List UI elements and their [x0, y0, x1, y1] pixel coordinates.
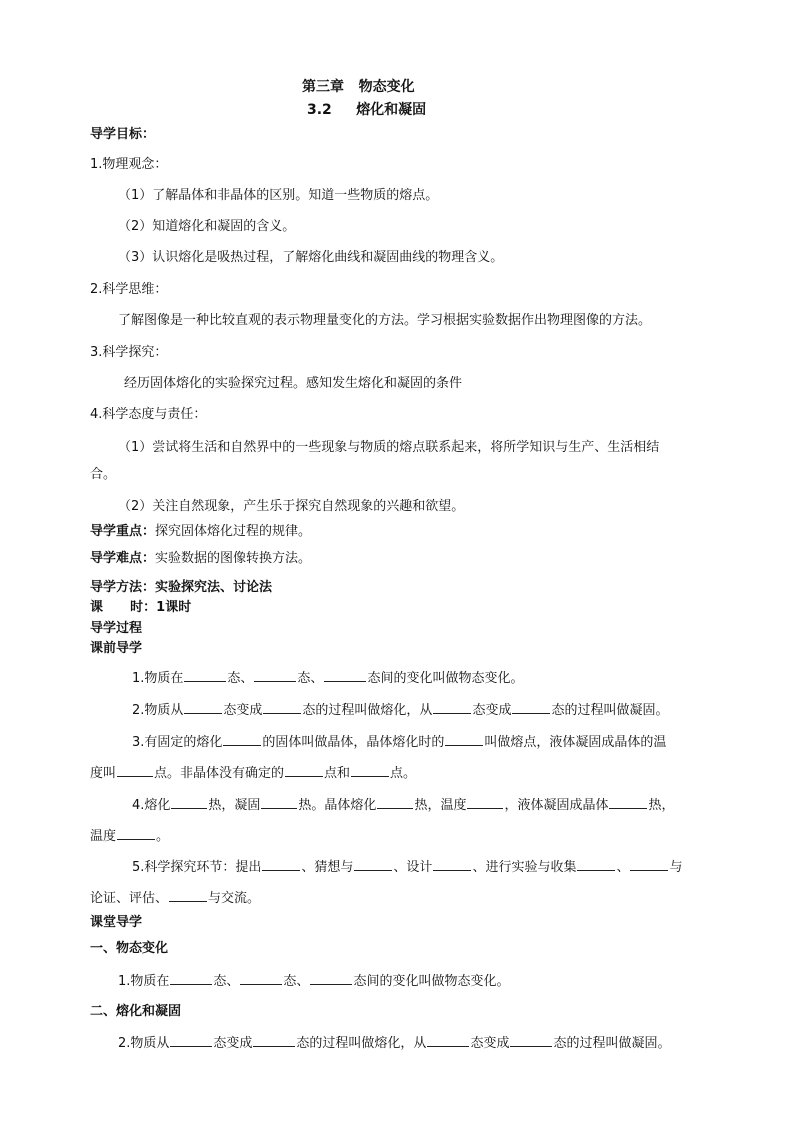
- text: 点。: [390, 766, 417, 781]
- answer-blank[interactable]: [510, 1033, 552, 1047]
- objective-4-line-1b: 合。: [90, 467, 117, 482]
- text: 1.物质在: [132, 671, 184, 686]
- text: 与: [669, 860, 683, 875]
- objective-1-line-1: （1）了解晶体和非晶体的区别。知道一些物质的熔点。: [118, 188, 439, 203]
- text: 、: [616, 860, 630, 875]
- text: 态变成: [472, 703, 512, 718]
- text: 热，凝固: [208, 798, 261, 813]
- text: 态、: [227, 671, 254, 686]
- objective-1-line-3: （3）认识熔化是吸热过程，了解熔化曲线和凝固曲线的物理含义。: [118, 250, 504, 265]
- answer-blank[interactable]: [171, 795, 207, 809]
- text: 态的过程叫做熔化，从: [302, 703, 433, 718]
- class-question-2: [118, 1033, 670, 1053]
- answer-blank[interactable]: [609, 795, 647, 809]
- text: 。: [156, 829, 170, 844]
- answer-blank[interactable]: [262, 857, 300, 871]
- text: ，液体凝固成晶体: [504, 798, 609, 813]
- text: 的固体叫做晶体，晶体熔化时的: [262, 735, 445, 750]
- pre-question-1: [132, 668, 523, 688]
- text: 热。晶体熔化: [298, 798, 377, 813]
- section-2-heading: 二、熔化和凝固: [90, 1004, 182, 1019]
- text: 热，: [648, 798, 675, 813]
- text: 叫做熔点，液体凝固成晶体的温: [484, 735, 667, 750]
- text: 态、: [213, 974, 240, 989]
- answer-blank[interactable]: [184, 668, 226, 682]
- pre-question-4-cont: [90, 826, 169, 846]
- answer-blank[interactable]: [351, 763, 389, 777]
- answer-blank[interactable]: [253, 1033, 295, 1047]
- answer-blank[interactable]: [310, 971, 352, 985]
- text: 2.物质从: [132, 703, 184, 718]
- text: 5.科学探究环节：提出: [132, 860, 262, 875]
- text: 、进行实验与收集: [472, 860, 577, 875]
- class-question-1: [118, 971, 509, 991]
- text: 论证、评估、: [90, 891, 169, 906]
- text: 点。非晶体没有确定的: [154, 766, 285, 781]
- section-name: 熔化和凝固: [356, 102, 427, 118]
- answer-blank[interactable]: [577, 857, 615, 871]
- answer-blank[interactable]: [467, 795, 503, 809]
- objective-2-title: 2.科学思维：: [90, 282, 168, 297]
- difficulty-point: [90, 550, 311, 568]
- answer-blank[interactable]: [240, 971, 282, 985]
- text: 态、: [283, 974, 310, 989]
- answer-blank[interactable]: [630, 857, 668, 871]
- answer-blank[interactable]: [117, 763, 153, 777]
- class-period: [90, 599, 191, 617]
- answer-blank[interactable]: [261, 795, 297, 809]
- text: 、猜想与: [301, 860, 354, 875]
- answer-blank[interactable]: [223, 732, 261, 746]
- answer-blank[interactable]: [169, 888, 207, 902]
- section-number: 3.2: [307, 102, 332, 118]
- process-heading: 导学过程: [90, 621, 143, 636]
- text: 态的过程叫做凝固。: [551, 703, 669, 718]
- objective-3-text: 经历固体熔化的实验探究过程。感知发生熔化和凝固的条件: [124, 376, 463, 391]
- text: 态间的变化叫做物态变化。: [367, 671, 524, 686]
- answer-blank[interactable]: [445, 732, 483, 746]
- objective-4-title: 4.科学态度与责任：: [90, 407, 207, 422]
- difficulty-label: 导学难点：: [90, 551, 156, 566]
- answer-blank[interactable]: [512, 700, 550, 714]
- objective-1-title: 1.物理观念：: [90, 157, 168, 172]
- text: 3.有固定的熔化: [132, 735, 223, 750]
- answer-blank[interactable]: [117, 826, 155, 840]
- text: 点和: [324, 766, 351, 781]
- class-guidance-heading: 课堂导学: [90, 915, 143, 930]
- answer-blank[interactable]: [170, 971, 212, 985]
- pre-question-4: [132, 795, 674, 815]
- objective-4-line-2: （2）关注自然现象，产生乐于探究自然现象的兴趣和欲望。: [118, 499, 465, 514]
- text: 态变成: [223, 703, 263, 718]
- text: 态变成: [470, 1036, 510, 1051]
- text: 与交流。: [208, 891, 261, 906]
- objective-2-text: 了解图像是一种比较直观的表示物理量变化的方法。学习根据实验数据作出物理图像的方法。: [118, 313, 652, 328]
- method: 导学方法：实验探究法、讨论法: [90, 580, 273, 595]
- text: 1.物质在: [118, 974, 170, 989]
- answer-blank[interactable]: [285, 763, 323, 777]
- pre-question-3: [132, 732, 666, 752]
- text: 、设计: [393, 860, 433, 875]
- text: 热，温度: [414, 798, 467, 813]
- difficulty-text: 实验数据的图像转换方法。: [155, 551, 312, 566]
- answer-blank[interactable]: [377, 795, 413, 809]
- pre-question-5: [132, 857, 682, 877]
- objective-4-line-1a: （1）尝试将生活和自然界中的一些现象与物质的熔点联系起来，将所学知识与生产、生活相结: [118, 440, 660, 455]
- text: 态变成: [213, 1036, 253, 1051]
- objective-3-title: 3.科学探究：: [90, 345, 168, 360]
- answer-blank[interactable]: [433, 700, 471, 714]
- section-title: [307, 101, 426, 119]
- period-label: 课 时：: [90, 600, 157, 615]
- pre-class-heading: 课前导学: [90, 641, 143, 656]
- period-text: 1课时: [156, 600, 192, 615]
- answer-blank[interactable]: [263, 700, 301, 714]
- answer-blank[interactable]: [354, 857, 392, 871]
- pre-question-3-cont: [90, 763, 416, 783]
- key-point-text: 探究固体熔化过程的规律。: [155, 524, 312, 539]
- text: 态的过程叫做熔化，从: [296, 1036, 427, 1051]
- pre-question-5-cont: [90, 888, 260, 908]
- key-point: [90, 523, 311, 541]
- answer-blank[interactable]: [184, 700, 222, 714]
- text: 态、: [297, 671, 324, 686]
- objective-1-line-2: （2）知道熔化和凝固的含义。: [118, 219, 296, 234]
- text: 4.熔化: [132, 798, 171, 813]
- pre-question-2: [132, 700, 668, 720]
- text: 度叫: [90, 766, 117, 781]
- answer-blank[interactable]: [254, 668, 296, 682]
- key-point-label: 导学重点：: [90, 524, 156, 539]
- objectives-heading: 导学目标：: [90, 127, 156, 142]
- answer-blank[interactable]: [324, 668, 366, 682]
- text: 态的过程叫做凝固。: [553, 1036, 671, 1051]
- text: 温度: [90, 829, 117, 844]
- chapter-number: 第三章: [302, 79, 344, 95]
- answer-blank[interactable]: [427, 1033, 469, 1047]
- section-1-heading: 一、物态变化: [90, 941, 169, 956]
- text: 态间的变化叫做物态变化。: [353, 974, 510, 989]
- text: 2.物质从: [118, 1036, 170, 1051]
- answer-blank[interactable]: [170, 1033, 212, 1047]
- answer-blank[interactable]: [433, 857, 471, 871]
- chapter-name: 物态变化: [358, 79, 415, 95]
- chapter-title: [302, 78, 415, 96]
